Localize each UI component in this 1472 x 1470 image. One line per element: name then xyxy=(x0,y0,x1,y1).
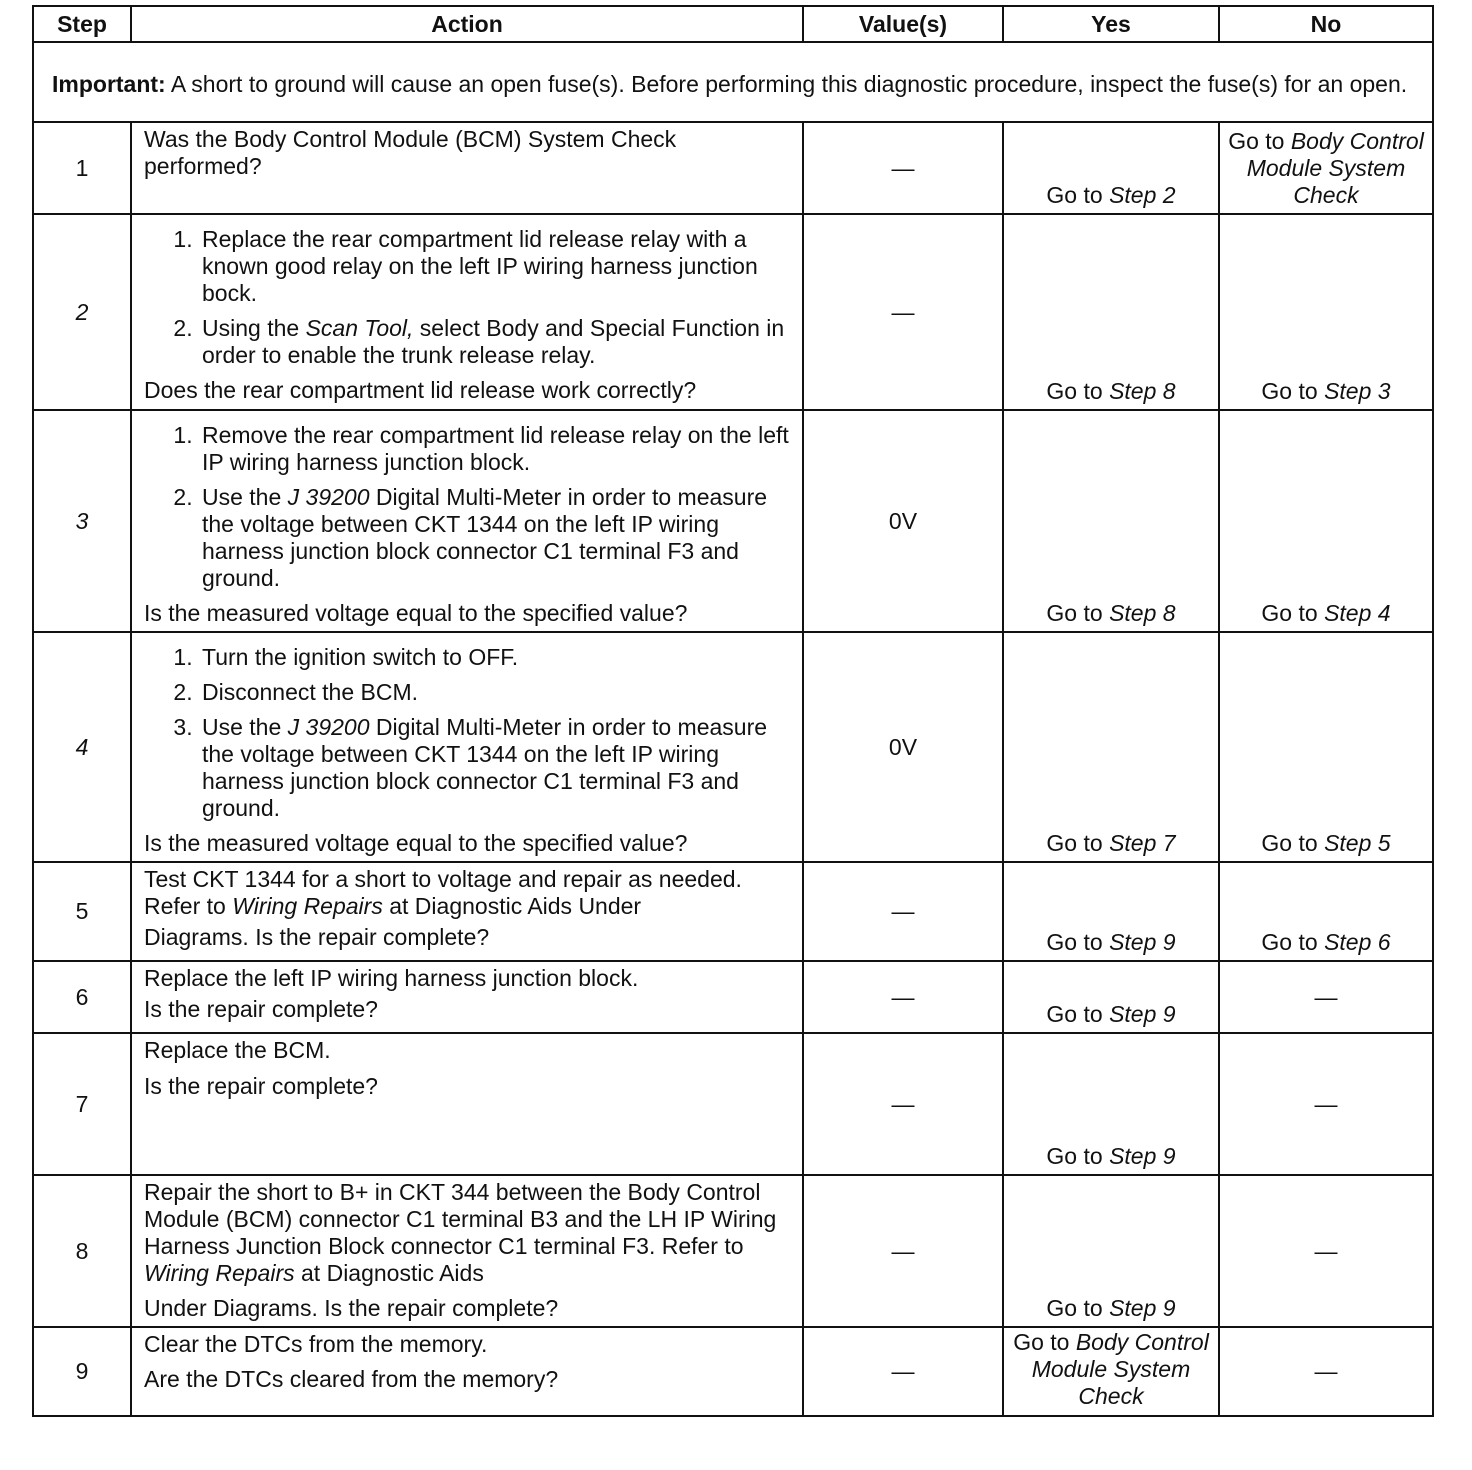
yes-target: Step 7 xyxy=(1109,830,1176,856)
action-text: Replace the left IP wiring harness junction block. xyxy=(144,965,639,991)
value-cell: — xyxy=(803,1327,1003,1416)
yes-target: Step 8 xyxy=(1109,378,1176,404)
reference-title: Wiring Repairs xyxy=(232,893,383,919)
value-cell: — xyxy=(803,1175,1003,1327)
action-text: Replace the BCM. xyxy=(144,1037,331,1063)
important-row xyxy=(33,42,1433,122)
action-question: Is the repair complete? xyxy=(144,996,378,1022)
action-cell xyxy=(131,410,803,632)
action-steps xyxy=(144,422,792,592)
action-text: Digital Multi-Meter in order to measure the voltage between CKT 1344 on the left IP wiring harness junction block connector C1 terminal F3 and ground. xyxy=(202,484,768,591)
yes-cell xyxy=(1003,1327,1219,1416)
important-label: Important: xyxy=(52,71,166,97)
step-number: 2 xyxy=(33,214,131,410)
no-cell xyxy=(1219,862,1433,961)
no-cell: — xyxy=(1219,961,1433,1033)
no-cell xyxy=(1219,410,1433,632)
action-text-part: at Diagnostic Aids Under xyxy=(389,893,642,919)
action-step: 1. Replace the rear compartment lid release relay with a known good relay on the left IP wiring harness junction bock. xyxy=(199,226,792,307)
table-row xyxy=(33,410,1433,632)
action-cell xyxy=(131,632,803,862)
table-row xyxy=(33,632,1433,862)
goto-label: Go to xyxy=(1046,929,1103,955)
action-step xyxy=(199,714,792,822)
action-steps xyxy=(144,226,792,369)
value-cell: — xyxy=(803,1033,1003,1175)
no-target: Step 6 xyxy=(1324,929,1391,955)
important-text: A short to ground will cause an open fuse(s). Before performing this diagnostic procedure, inspect the fuse(s) for an open. xyxy=(170,71,1408,97)
action-steps xyxy=(144,644,792,822)
no-target: Step 5 xyxy=(1324,830,1391,856)
action-text: Digital Multi-Meter in order to measure the voltage between CKT 1344 on the left IP wiring harness junction block connector C1 terminal F3 and ground. xyxy=(202,714,768,821)
action-text: Use the xyxy=(202,714,282,740)
goto-label: Go to xyxy=(1261,378,1318,404)
action-step: 2. Disconnect the BCM. xyxy=(199,679,792,706)
step-number: 4 xyxy=(33,632,131,862)
header-values: Value(s) xyxy=(803,6,1003,42)
action-step: 1. Remove the rear compartment lid release relay on the left IP wiring harness junction block. xyxy=(199,422,792,476)
table-row xyxy=(33,1175,1433,1327)
no-cell xyxy=(1219,214,1433,410)
action-question: Is the measured voltage equal to the specified value? xyxy=(144,830,688,856)
action-question: Under Diagrams. Is the repair complete? xyxy=(144,1295,559,1321)
yes-target: Step 8 xyxy=(1109,600,1176,626)
table-row xyxy=(33,1327,1433,1416)
yes-target: Step 9 xyxy=(1109,1295,1176,1321)
yes-cell xyxy=(1003,214,1219,410)
action-text-part: at Diagnostic Aids xyxy=(301,1260,484,1286)
action-question: Are the DTCs cleared from the memory? xyxy=(144,1366,559,1392)
yes-cell xyxy=(1003,632,1219,862)
yes-target: Step 2 xyxy=(1109,182,1176,208)
value-cell: — xyxy=(803,122,1003,214)
step-number: 6 xyxy=(33,961,131,1033)
tool-name: Scan Tool, xyxy=(305,315,414,341)
yes-target: Body Control Module System Check xyxy=(1031,1329,1209,1409)
diagnostic-table xyxy=(32,5,1434,1417)
action-cell xyxy=(131,862,803,961)
yes-target: Step 9 xyxy=(1109,1143,1176,1169)
action-text-part: Repair the short to B+ in CKT 344 between the Body Control Module (BCM) connector C1 terminal B3 and the LH IP Wiring Harness Junction Block connector C1 terminal F3. Refer to xyxy=(144,1179,777,1259)
no-cell: — xyxy=(1219,1033,1433,1175)
reference-title: Wiring Repairs xyxy=(144,1260,295,1286)
action-text: Was the Body Control Module (BCM) System Check performed? xyxy=(144,126,677,179)
goto-label: Go to xyxy=(1046,600,1103,626)
goto-label: Go to xyxy=(1046,182,1103,208)
action-cell xyxy=(131,122,803,214)
goto-label: Go to xyxy=(1046,378,1103,404)
action-text: Clear the DTCs from the memory. xyxy=(144,1331,488,1357)
goto-label: Go to xyxy=(1228,128,1285,154)
goto-label: Go to xyxy=(1261,600,1318,626)
action-text-part: Test CKT 1344 for a short to voltage and repair as needed. Refer to xyxy=(144,866,742,919)
header-yes: Yes xyxy=(1003,6,1219,42)
table-row xyxy=(33,961,1433,1033)
yes-cell xyxy=(1003,1033,1219,1175)
action-question: Is the measured voltage equal to the specified value? xyxy=(144,600,688,626)
table-row xyxy=(33,1033,1433,1175)
goto-label: Go to xyxy=(1046,1143,1103,1169)
step-number: 7 xyxy=(33,1033,131,1175)
header-no: No xyxy=(1219,6,1433,42)
action-cell xyxy=(131,214,803,410)
action-cell xyxy=(131,1175,803,1327)
action-cell xyxy=(131,961,803,1033)
goto-label: Go to xyxy=(1046,1001,1103,1027)
value-cell: 0V xyxy=(803,632,1003,862)
yes-cell xyxy=(1003,961,1219,1033)
goto-label: Go to xyxy=(1013,1329,1070,1355)
step-number: 8 xyxy=(33,1175,131,1327)
table-row xyxy=(33,214,1433,410)
action-question: Is the repair complete? xyxy=(144,1073,378,1099)
yes-target: Step 9 xyxy=(1109,1001,1176,1027)
table-row xyxy=(33,862,1433,961)
goto-label: Go to xyxy=(1046,1295,1103,1321)
step-number: 9 xyxy=(33,1327,131,1416)
value-cell: 0V xyxy=(803,410,1003,632)
tool-name: J 39200 xyxy=(287,484,370,510)
yes-target: Step 9 xyxy=(1109,929,1176,955)
value-cell: — xyxy=(803,961,1003,1033)
header-step: Step xyxy=(33,6,131,42)
table-row xyxy=(33,122,1433,214)
header-action: Action xyxy=(131,6,803,42)
no-target: Body Control Module System Check xyxy=(1246,128,1424,208)
action-cell xyxy=(131,1327,803,1416)
step-number: 5 xyxy=(33,862,131,961)
action-text xyxy=(144,866,792,920)
no-cell: — xyxy=(1219,1327,1433,1416)
important-note xyxy=(33,42,1433,122)
no-cell xyxy=(1219,632,1433,862)
yes-cell xyxy=(1003,122,1219,214)
goto-label: Go to xyxy=(1261,929,1318,955)
action-text: Using the xyxy=(202,315,300,341)
action-text: select Body and Special Function in order to enable the trunk release relay. xyxy=(202,315,785,368)
action-step xyxy=(199,315,792,369)
tool-name: J 39200 xyxy=(287,714,370,740)
action-text: Use the xyxy=(202,484,282,510)
no-target: Step 3 xyxy=(1324,378,1391,404)
header-row xyxy=(33,6,1433,42)
yes-cell xyxy=(1003,862,1219,961)
yes-cell xyxy=(1003,410,1219,632)
action-text xyxy=(144,1179,792,1287)
action-question: Diagrams. Is the repair complete? xyxy=(144,924,490,950)
value-cell: — xyxy=(803,862,1003,961)
no-cell xyxy=(1219,122,1433,214)
step-number: 3 xyxy=(33,410,131,632)
value-cell: — xyxy=(803,214,1003,410)
action-cell xyxy=(131,1033,803,1175)
step-number: 1 xyxy=(33,122,131,214)
no-target: Step 4 xyxy=(1324,600,1391,626)
action-step: 1. Turn the ignition switch to OFF. xyxy=(199,644,792,671)
yes-cell xyxy=(1003,1175,1219,1327)
goto-label: Go to xyxy=(1046,830,1103,856)
goto-label: Go to xyxy=(1261,830,1318,856)
no-cell: — xyxy=(1219,1175,1433,1327)
action-question: Does the rear compartment lid release work correctly? xyxy=(144,377,697,403)
action-step xyxy=(199,484,792,592)
